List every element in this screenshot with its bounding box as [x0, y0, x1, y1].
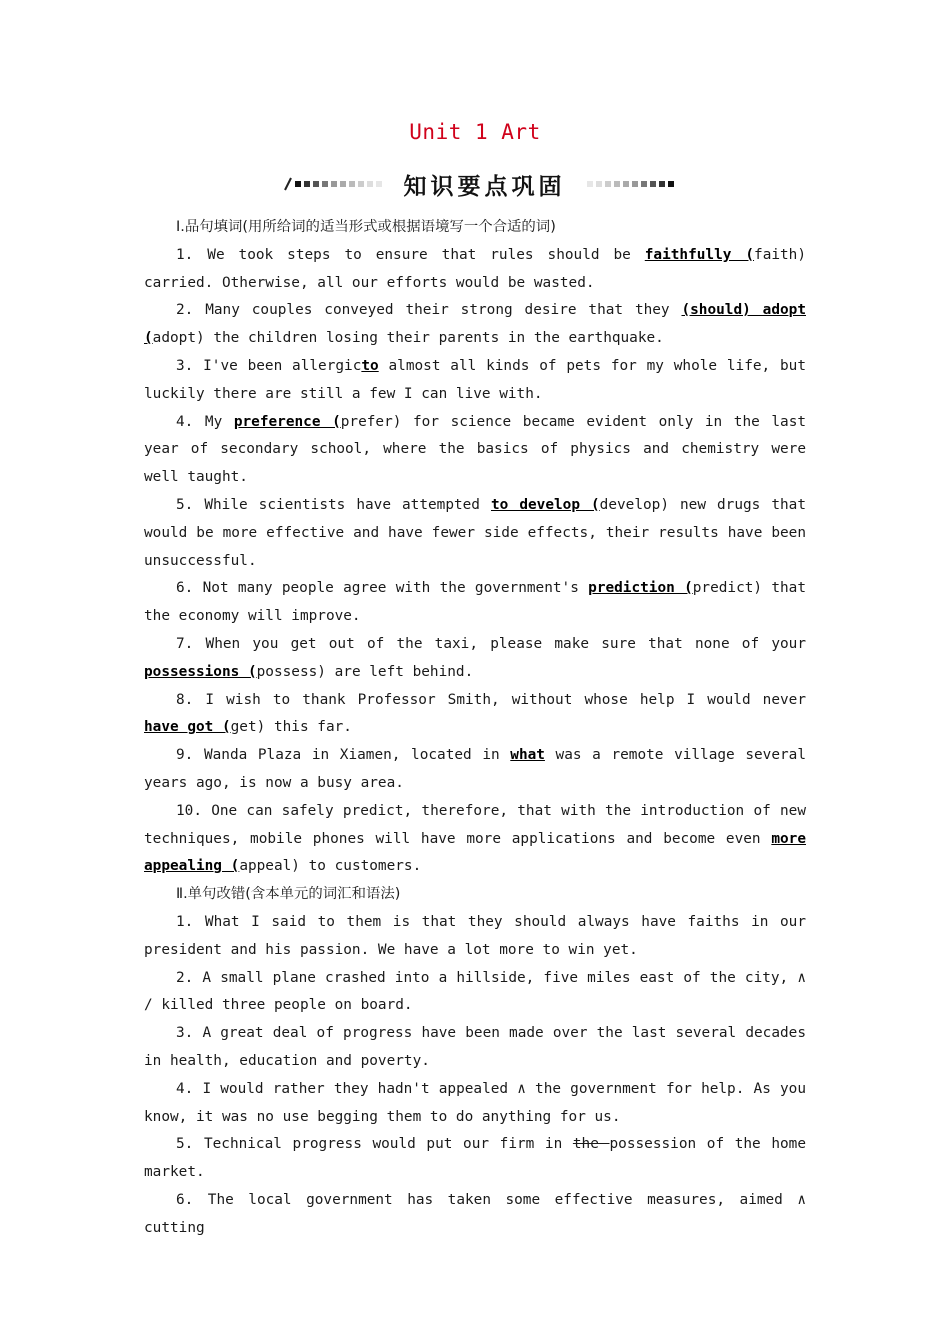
question-item: 9. Wanda Plaza in Xiamen, located in what was a remote village several years ago, is now a busy area.: [144, 747, 806, 791]
answer: to: [361, 357, 379, 374]
correction-item: 4. I would rather they hadn't appealed ∧ the government for help. As you know, it was no use begging them to do anything for us.: [144, 1080, 806, 1125]
deleted-word: the: [572, 1136, 610, 1153]
correction-item: 5. Technical progress would put our firm in the possession of the home market.: [144, 1136, 807, 1181]
answer: have got (: [144, 719, 231, 736]
slash-icon: [284, 177, 292, 191]
answer: to develop (: [491, 496, 600, 513]
question-item: 10. One can safely predict, therefore, that with the introduction of new techniques, mobile phones will have more applications and become even more appealing (appeal) to customers.: [144, 802, 806, 875]
section-banner: [284, 166, 674, 202]
answer: possessions (: [144, 663, 257, 680]
question-item: 3. I've been allergicto almost all kinds of pets for my whole life, but luckily there are still a few I can live with.: [144, 357, 806, 402]
banner-title: 知识要点巩固: [403, 173, 566, 200]
answer: more appealing (: [144, 830, 806, 875]
question-item: 2. Many couples conveyed their strong desire that they (should) adopt (adopt) the children losing their parents in the earthquake.: [144, 302, 806, 347]
correction-item: 1. What I said to them is that they should always have faiths in our president and his passion. We have a lot more to win yet.: [144, 913, 806, 958]
answer: what: [510, 747, 545, 764]
banner-decoration-left: [284, 177, 382, 191]
answer: (should) adopt (: [144, 302, 806, 347]
correction-item: 6. The local government has taken some effective measures, aimed ∧ cutting: [144, 1191, 806, 1236]
answer: prediction (: [588, 580, 693, 597]
question-item: 7. When you get out of the taxi, please make sure that none of your possessions (possess) are left behind.: [144, 635, 806, 680]
question-item: 1. We took steps to ensure that rules should be faithfully (faith) carried. Otherwise, all our efforts would be wasted.: [144, 246, 807, 291]
question-item: 5. While scientists have attempted to develop (develop) new drugs that would be more effective and have fewer side effects, their results have been unsuccessful.: [144, 496, 806, 569]
banner-decoration-right: [587, 181, 674, 187]
exercise-content: [144, 214, 806, 1242]
correction-item: 3. A great deal of progress have been made over the last several decades in health, education and poverty.: [144, 1025, 806, 1069]
section-heading: Ⅱ.单句改错(含本单元的词汇和语法): [176, 886, 401, 903]
question-item: 8. I wish to thank Professor Smith, without whose help I would never have got (get) this far.: [144, 691, 806, 736]
question-item: 6. Not many people agree with the government's prediction (predict) that the economy will improve.: [144, 580, 806, 625]
answer: preference (: [233, 413, 341, 430]
question-item: 4. My preference (prefer) for science became evident only in the last year of secondary school, where the basics of physics and chemistry were well taught.: [144, 413, 807, 486]
answer: faithfully (: [644, 246, 755, 263]
correction-item: 2. A small plane crashed into a hillside, five miles east of the city, ∧ / killed three people on board.: [144, 969, 806, 1014]
section-heading: Ⅰ.品句填词(用所给词的适当形式或根据语境写一个合适的词): [176, 219, 556, 235]
unit-title: Unit 1 Art: [409, 120, 541, 144]
